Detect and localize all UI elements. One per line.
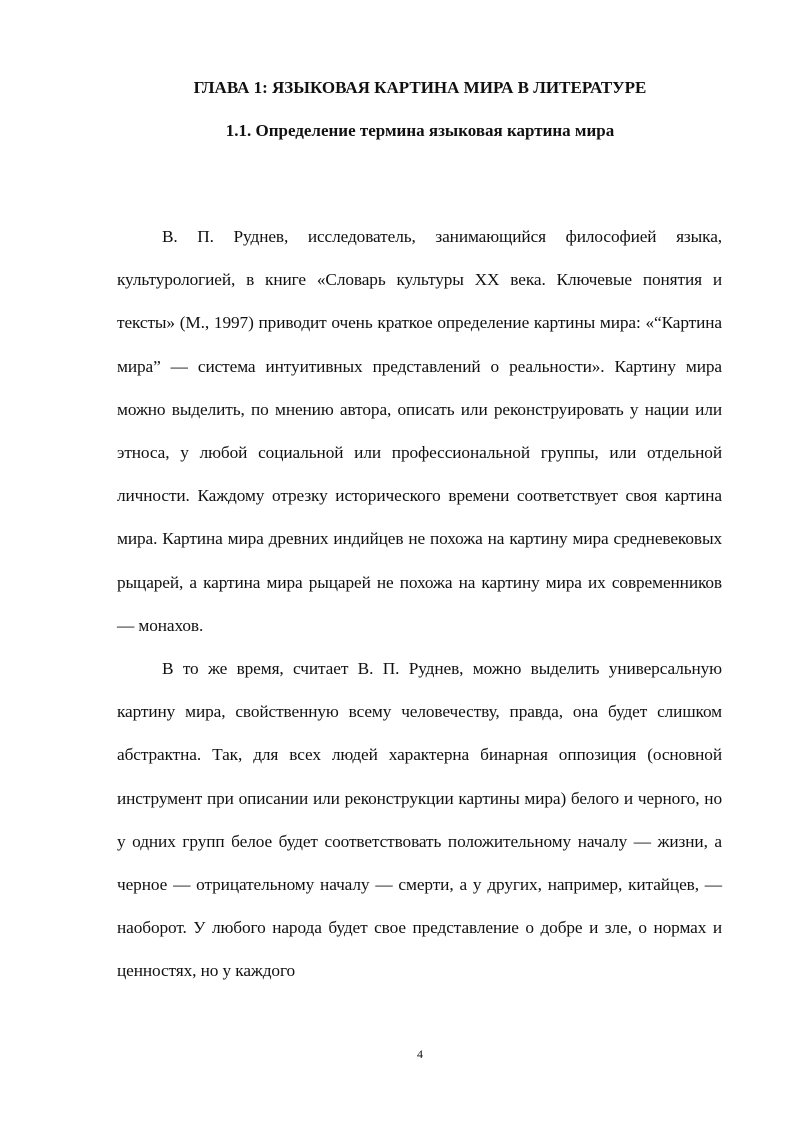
body-text xyxy=(117,215,722,993)
section-title: 1.1. Определение термина языковая картина мира xyxy=(225,121,615,140)
paragraph-1: В. П. Руднев, исследователь, занимающийся философией языка, культурологией, в книге «Словарь культуры XX века. Ключевые понятия и тексты» (М., 1997) приводит очень краткое определение картины мира: «“Картина мира” — система интуитивных представлений о реальности». Картину мира можно выделить, по мнению автора, описать или реконструировать у нации или этноса, у любой социальной или профессиональной группы, или отдельной личности. Каждому отрезку исторического времени соответствует своя картина мира. Картина мира древних индийцев не похожа на картину мира средневековых рыцарей, а картина мира рыцарей не похожа на картину мира их современников — монахов. xyxy=(117,227,722,635)
page-number: 4 xyxy=(417,1047,423,1061)
paragraph-2: В то же время, считает В. П. Руднев, можно выделить универсальную картину мира, свойственную всему человечеству, правда, она будет слишком абстрактна. Так, для всех людей характерна бинарная оппозиция (основной инструмент при описании или реконструкции картины мира) белого и черного, но у одних групп белое будет соответствовать положительному началу — жизни, а черное — отрицательному началу — смерти, а у других, например, китайцев, — наоборот. У любого народа будет свое представление о добре и зле, о нормах и ценностях, но у каждого xyxy=(117,659,722,981)
chapter-title: ГЛАВА 1: ЯЗЫКОВАЯ КАРТИНА МИРА В ЛИТЕРАТУРЕ xyxy=(193,78,647,97)
